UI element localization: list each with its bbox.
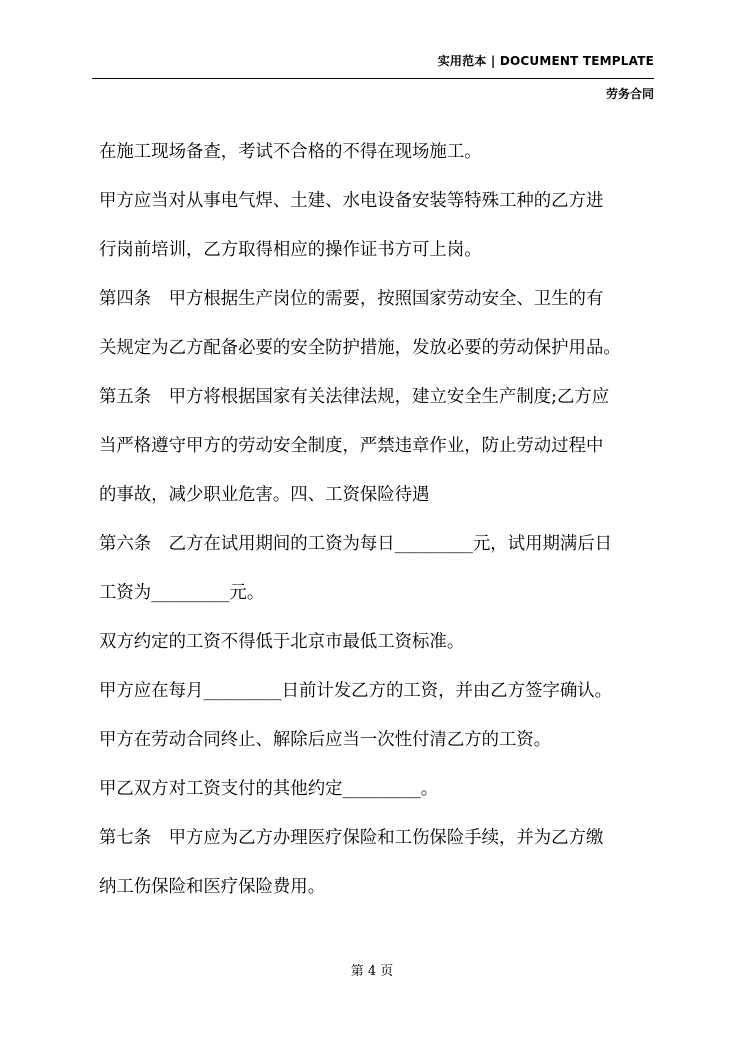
header-title: 实用范本 | DOCUMENT TEMPLATE: [437, 54, 654, 68]
body-line-15: 第七条 甲方应为乙方办理医疗保险和工伤保险手续，并为乙方缴: [99, 828, 604, 848]
body-line-9: 第六条 乙方在试用期间的工资为每日_________元，试用期满后日: [99, 534, 613, 554]
body-line-7: 当严格遵守甲方的劳动安全制度，严禁违章作业，防止劳动过程中: [99, 436, 604, 456]
document-body: [99, 128, 659, 912]
body-line-14: 甲乙双方对工资支付的其他约定_________。: [99, 779, 439, 799]
body-line-12: 甲方应在每月_________日前计发乙方的工资，并由乙方签字确认。: [99, 681, 613, 701]
body-line-1: 在施工现场备查，考试不合格的不得在现场施工。: [99, 142, 482, 162]
body-line-4: 第四条 甲方根据生产岗位的需要，按照国家劳动安全、卫生的有: [99, 289, 604, 309]
body-line-13: 甲方在劳动合同终止、解除后应当一次性付清乙方的工资。: [99, 730, 552, 750]
body-line-10: 工资为_________元。: [99, 583, 265, 603]
body-line-3: 行岗前培训，乙方取得相应的操作证书方可上岗。: [99, 240, 482, 260]
header-divider: [92, 78, 654, 79]
page-number: 第 4 页: [350, 964, 394, 979]
body-line-11: 双方约定的工资不得低于北京市最低工资标准。: [99, 632, 465, 652]
body-line-8: 的事故，减少职业危害。四、工资保险待遇: [99, 485, 430, 505]
header-subtitle: 劳务合同: [605, 87, 654, 101]
body-line-2: 甲方应当对从事电气焊、土建、水电设备安装等特殊工种的乙方进: [99, 191, 604, 211]
body-line-6: 第五条 甲方将根据国家有关法律法规，建立安全生产制度;乙方应: [99, 387, 610, 407]
body-line-5: 关规定为乙方配备必要的安全防护措施，发放必要的劳动保护用品。: [99, 338, 621, 358]
page-header: [92, 52, 654, 102]
body-line-16: 纳工伤保险和医疗保险费用。: [99, 877, 326, 897]
